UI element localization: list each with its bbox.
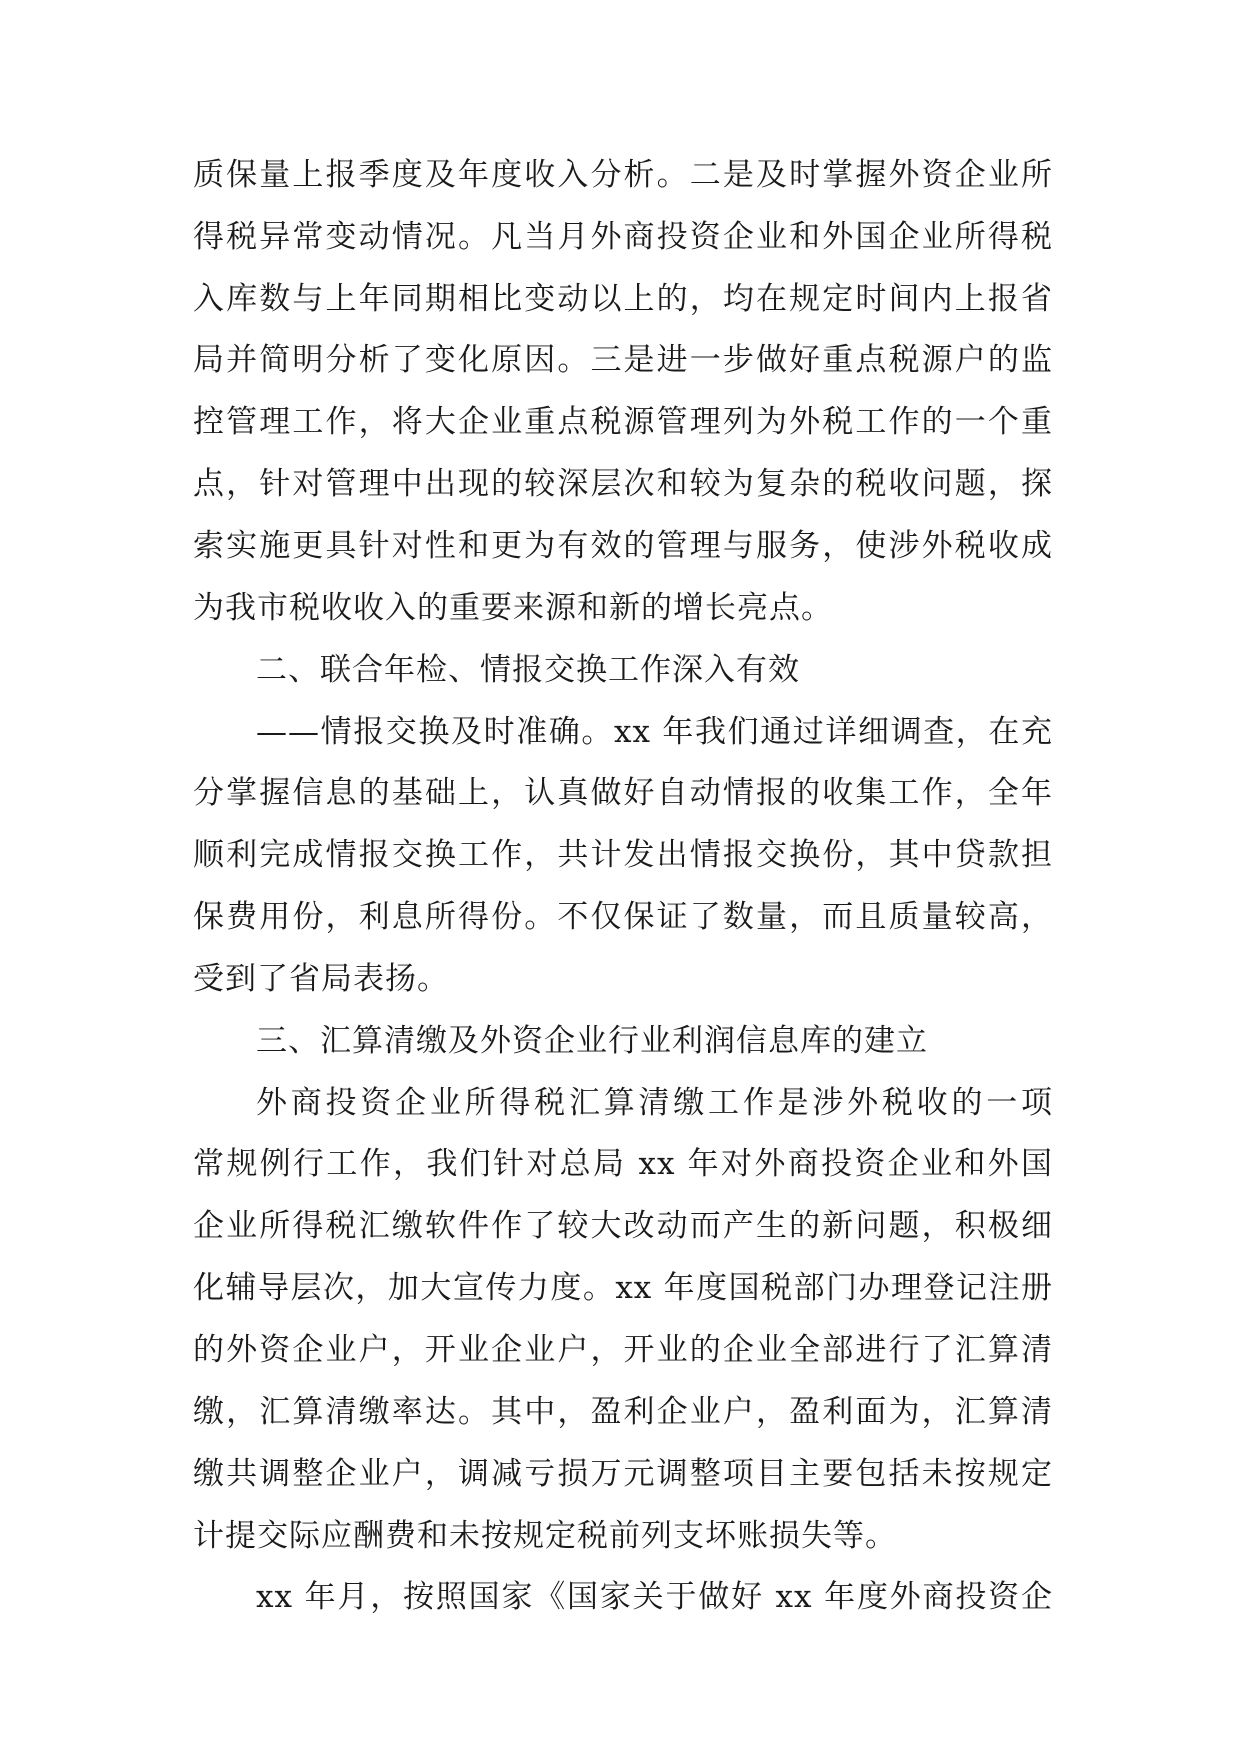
section-heading: 三、汇算清缴及外资企业行业利润信息库的建立	[256, 1023, 928, 1059]
body-text-line: 外商投资企业所得税汇算清缴工作是涉外税收的一项	[256, 1085, 1053, 1121]
body-text-line: 缴，汇算清缴率达。其中，盈利企业户，盈利面为，汇算清	[193, 1394, 1053, 1430]
body-text-line: 得税异常变动情况。凡当月外商投资企业和外国企业所得税	[193, 219, 1053, 255]
body-text-line: 分掌握信息的基础上，认真做好自动情报的收集工作，全年	[193, 775, 1053, 811]
body-text-line: xx 年月，按照国家《国家关于做好 xx 年度外商投资企	[256, 1579, 1053, 1615]
body-text-line: 索实施更具针对性和更为有效的管理与服务，使涉外税收成	[193, 528, 1053, 564]
body-text-line: 入库数与上年同期相比变动以上的，均在规定时间内上报省	[193, 281, 1053, 317]
body-text-line: 缴共调整企业户，调减亏损万元调整项目主要包括未按规定	[193, 1456, 1053, 1492]
body-text-line: 点，针对管理中出现的较深层次和较为复杂的税收问题，探	[193, 466, 1053, 502]
body-text-line: 局并简明分析了变化原因。三是进一步做好重点税源户的监	[193, 342, 1053, 378]
body-text-line: 化辅导层次，加大宣传力度。xx 年度国税部门办理登记注册	[193, 1270, 1053, 1306]
body-text-line: 常规例行工作，我们针对总局 xx 年对外商投资企业和外国	[193, 1146, 1053, 1182]
section-heading: 二、联合年检、情报交换工作深入有效	[256, 652, 800, 688]
body-text-line: ——情报交换及时准确。xx 年我们通过详细调查，在充	[256, 714, 1053, 750]
body-text-line: 质保量上报季度及年度收入分析。二是及时掌握外资企业所	[193, 157, 1053, 193]
body-text-line: 保费用份，利息所得份。不仅保证了数量，而且质量较高，	[193, 899, 1053, 935]
body-text-line: 为我市税收收入的重要来源和新的增长亮点。	[193, 590, 833, 626]
body-text-line: 顺利完成情报交换工作，共计发出情报交换份，其中贷款担	[193, 837, 1053, 873]
body-text-line: 的外资企业户，开业企业户，开业的企业全部进行了汇算清	[193, 1332, 1053, 1368]
body-text-line: 企业所得税汇缴软件作了较大改动而产生的新问题，积极细	[193, 1208, 1053, 1244]
body-text-line: 受到了省局表扬。	[193, 961, 449, 997]
body-text-line: 控管理工作，将大企业重点税源管理列为外税工作的一个重	[193, 404, 1053, 440]
body-text-line: 计提交际应酬费和未按规定税前列支坏账损失等。	[193, 1518, 897, 1554]
